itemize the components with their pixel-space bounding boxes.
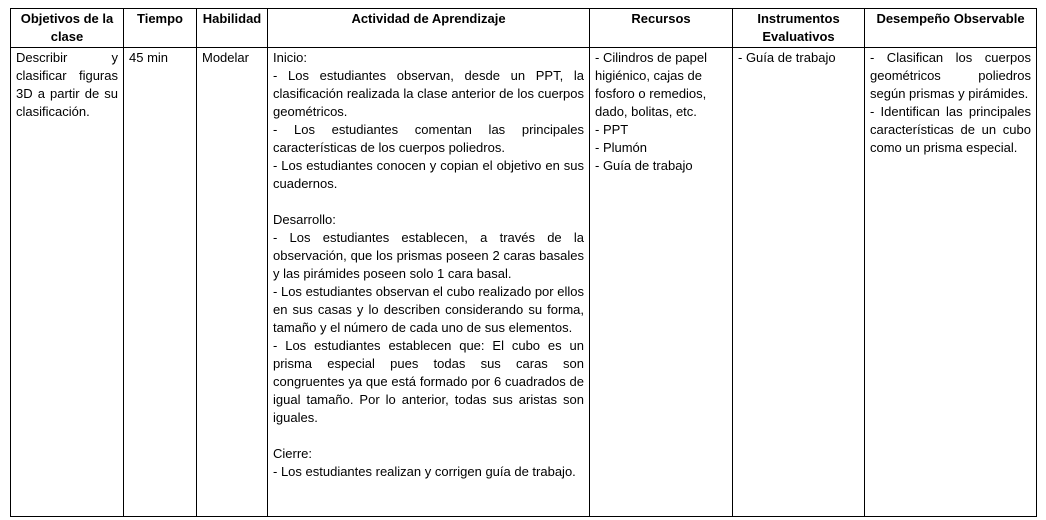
desarrollo-item: - Los estudiantes establecen que: El cubo es un prisma especial pues todas sus caras son congruentes ya que está formado por 6 cuadrados de igual tamaño. Por lo anterior, todas sus aristas son iguales. <box>273 338 584 425</box>
desempeno-item: - Identifican las principales características de un cubo como un prisma especial. <box>870 104 1031 155</box>
cell-recursos <box>590 48 733 517</box>
cell-tiempo: 45 min <box>124 48 197 517</box>
cierre-item: - Los estudiantes realizan y corrigen guía de trabajo. <box>273 464 576 479</box>
header-habilidad: Habilidad <box>197 9 268 48</box>
table-row <box>11 48 1037 517</box>
header-row <box>11 9 1037 48</box>
header-tiempo: Tiempo <box>124 9 197 48</box>
cell-actividad <box>268 48 590 517</box>
spacer <box>273 193 584 211</box>
cell-desempeno <box>865 48 1037 517</box>
cell-instrumentos: - Guía de trabajo <box>733 48 865 517</box>
recurso-item: - Guía de trabajo <box>595 158 693 173</box>
cierre-title: Cierre: <box>273 446 313 461</box>
desempeno-item: - Clasifican los cuerpos geométricos poliedros según prismas y pirámides. <box>870 50 1031 101</box>
cell-habilidad: Modelar <box>197 48 268 517</box>
spacer <box>273 427 584 445</box>
desarrollo-item: - Los estudiantes establecen, a través de la observación, que los prismas poseen 2 caras basales y las pirámides poseen solo 1 cara basal. <box>273 230 584 281</box>
desarrollo-title: Desarrollo: <box>273 212 336 227</box>
inicio-item: - Los estudiantes observan, desde un PPT, la clasificación realizada la clase anterior de los cuerpos geométricos. <box>273 68 584 119</box>
inicio-item: - Los estudiantes conocen y copian el objetivo en sus cuadernos. <box>273 158 584 191</box>
recurso-item: - Cilindros de papel higiénico, cajas de fosforo o remedios, dado, bolitas, etc. <box>595 50 708 119</box>
cell-objetivos: Describir y clasificar figuras 3D a partir de su clasificación. <box>11 48 124 517</box>
inicio-item: - Los estudiantes comentan las principales características de los cuerpos poliedros. <box>273 122 584 155</box>
header-recursos: Recursos <box>590 9 733 48</box>
header-objetivos: Objetivos de la clase <box>11 9 124 48</box>
desarrollo-item: - Los estudiantes observan el cubo realizado por ellos en sus casas y lo describen considerando su forma, tamaño y el número de cada uno de sus elementos. <box>273 284 584 335</box>
header-instrumentos: Instrumentos Evaluativos <box>733 9 865 48</box>
header-desempeno: Desempeño Observable <box>865 9 1037 48</box>
recurso-item: - PPT <box>595 122 629 137</box>
recurso-item: - Plumón <box>595 140 648 155</box>
lesson-plan-table <box>10 8 1037 517</box>
header-actividad: Actividad de Aprendizaje <box>268 9 590 48</box>
inicio-title: Inicio: <box>273 50 307 65</box>
